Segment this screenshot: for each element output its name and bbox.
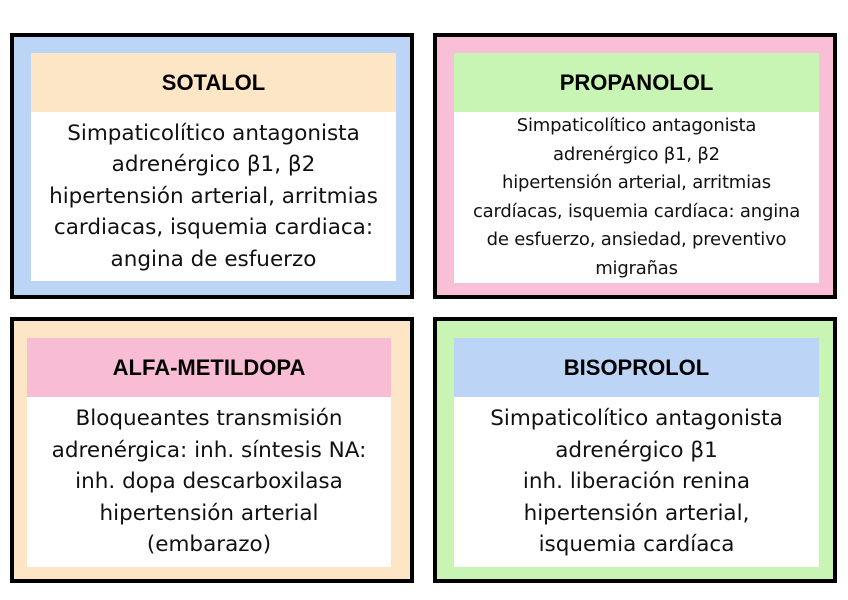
card-description: Simpaticolítico antagonista adrenérgico β1, β2 hipertensión arterial, arritmias cardíacas, isquemia cardíaca: angina de esfuerzo, ansiedad, preventivo migrañas <box>454 112 819 283</box>
card-description: Simpaticolítico antagonista adrenérgico β1, β2 hipertensión arterial, arritmias cardiacas, isquemia cardiaca: angina de esfuerzo <box>31 112 396 281</box>
card-description: Bloqueantes transmisión adrenérgica: inh. síntesis NA: inh. dopa descarboxilasa hipertensión arterial (embarazo) <box>27 397 391 567</box>
card-title: PROPANOLOL <box>454 53 819 112</box>
card-title: BISOPROLOL <box>454 338 819 397</box>
drug-card-propanolol <box>433 33 837 299</box>
drug-card-alfa-metildopa <box>10 317 414 583</box>
card-description: Simpaticolítico antagonista adrenérgico β1 inh. liberación renina hipertensión arterial, isquemia cardíaca <box>454 397 819 567</box>
card-title: SOTALOL <box>31 53 396 112</box>
drug-card-bisoprolol <box>433 317 837 583</box>
card-title: ALFA-METILDOPA <box>27 338 391 397</box>
drug-card-sotalol <box>10 33 414 299</box>
